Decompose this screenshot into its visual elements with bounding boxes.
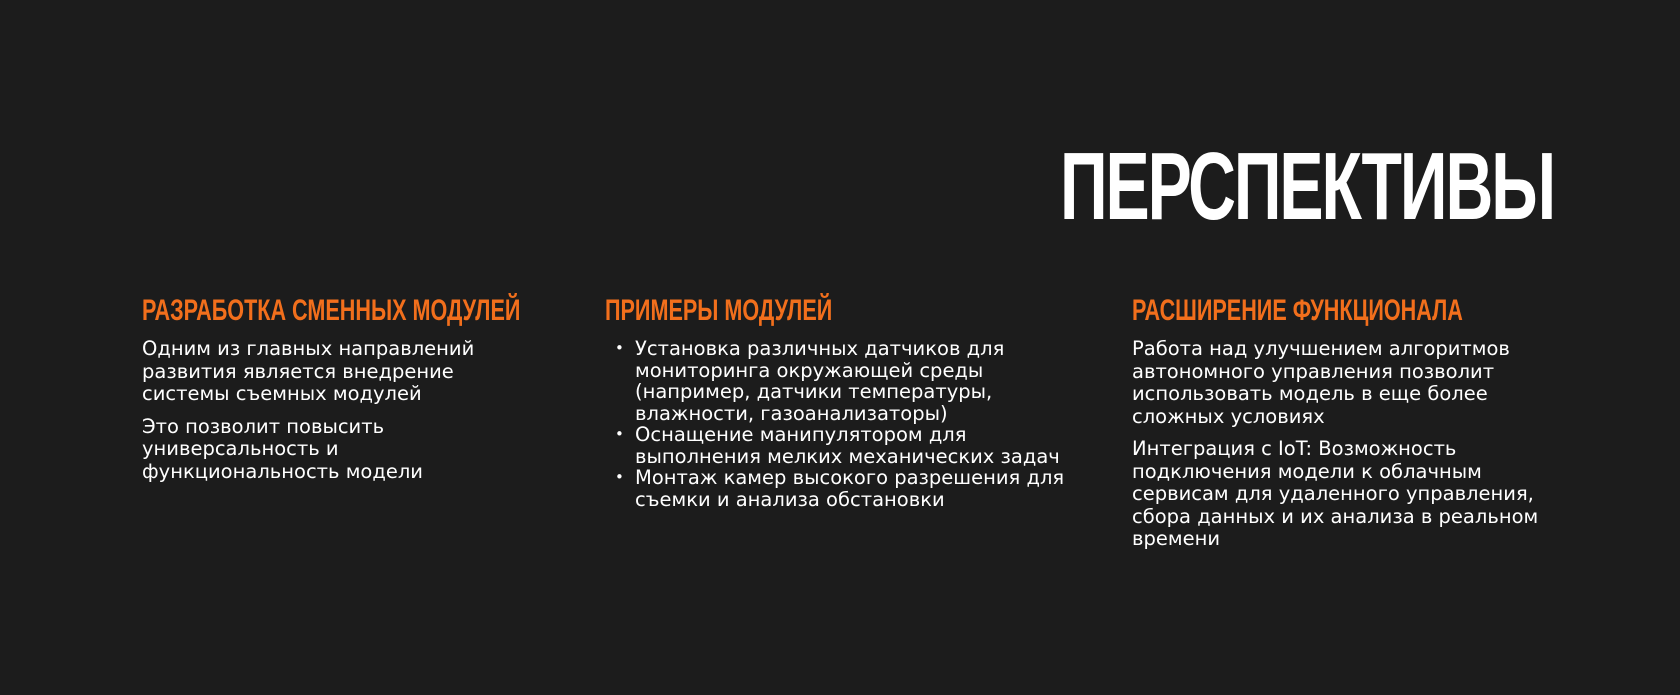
bullet-item — [605, 467, 1075, 510]
bullet-dot-icon: • — [615, 425, 624, 443]
column-paragraph: Интеграция с IoT: Возможность подключения модели к облачным сервисам для удаленного управления, сбора данных и их анализа в реальном времени — [1132, 437, 1539, 550]
column-paragraph: Это позволит повысить универсальность и функциональность модели — [142, 414, 423, 483]
column-heading: РАСШИРЕНИЕ ФУНКЦИОНАЛА — [1132, 294, 1463, 327]
bullet-list — [605, 338, 1075, 510]
column-replaceable-modules — [142, 294, 542, 493]
bullet-text: Оснащение манипулятором для выполнения мелких механических задач — [635, 423, 1060, 468]
column-paragraph: Работа над улучшением алгоритмов автономного управления позволит использовать модель в еще более сложных условиях — [1132, 337, 1510, 428]
bullet-item — [605, 424, 1075, 467]
bullet-dot-icon: • — [615, 339, 624, 357]
bullet-text: Установка различных датчиков для мониторинга окружающей среды (например, датчики температуры, влажности, газоанализаторы) — [635, 337, 1005, 425]
column-paragraph: Одним из главных направлений развития является внедрение системы съемных модулей — [142, 337, 475, 405]
column-functionality-expansion — [1132, 294, 1572, 561]
bullet-item — [605, 338, 1075, 424]
column-module-examples — [605, 294, 1075, 510]
slide-title: ПЕРСПЕКТИВЫ — [1060, 133, 1555, 240]
column-heading: ПРИМЕРЫ МОДУЛЕЙ — [605, 294, 833, 327]
bullet-text: Монтаж камер высокого разрешения для съемки и анализа обстановки — [635, 466, 1065, 511]
bullet-dot-icon: • — [615, 468, 624, 486]
column-heading: РАЗРАБОТКА СМЕННЫХ МОДУЛЕЙ — [142, 294, 521, 327]
